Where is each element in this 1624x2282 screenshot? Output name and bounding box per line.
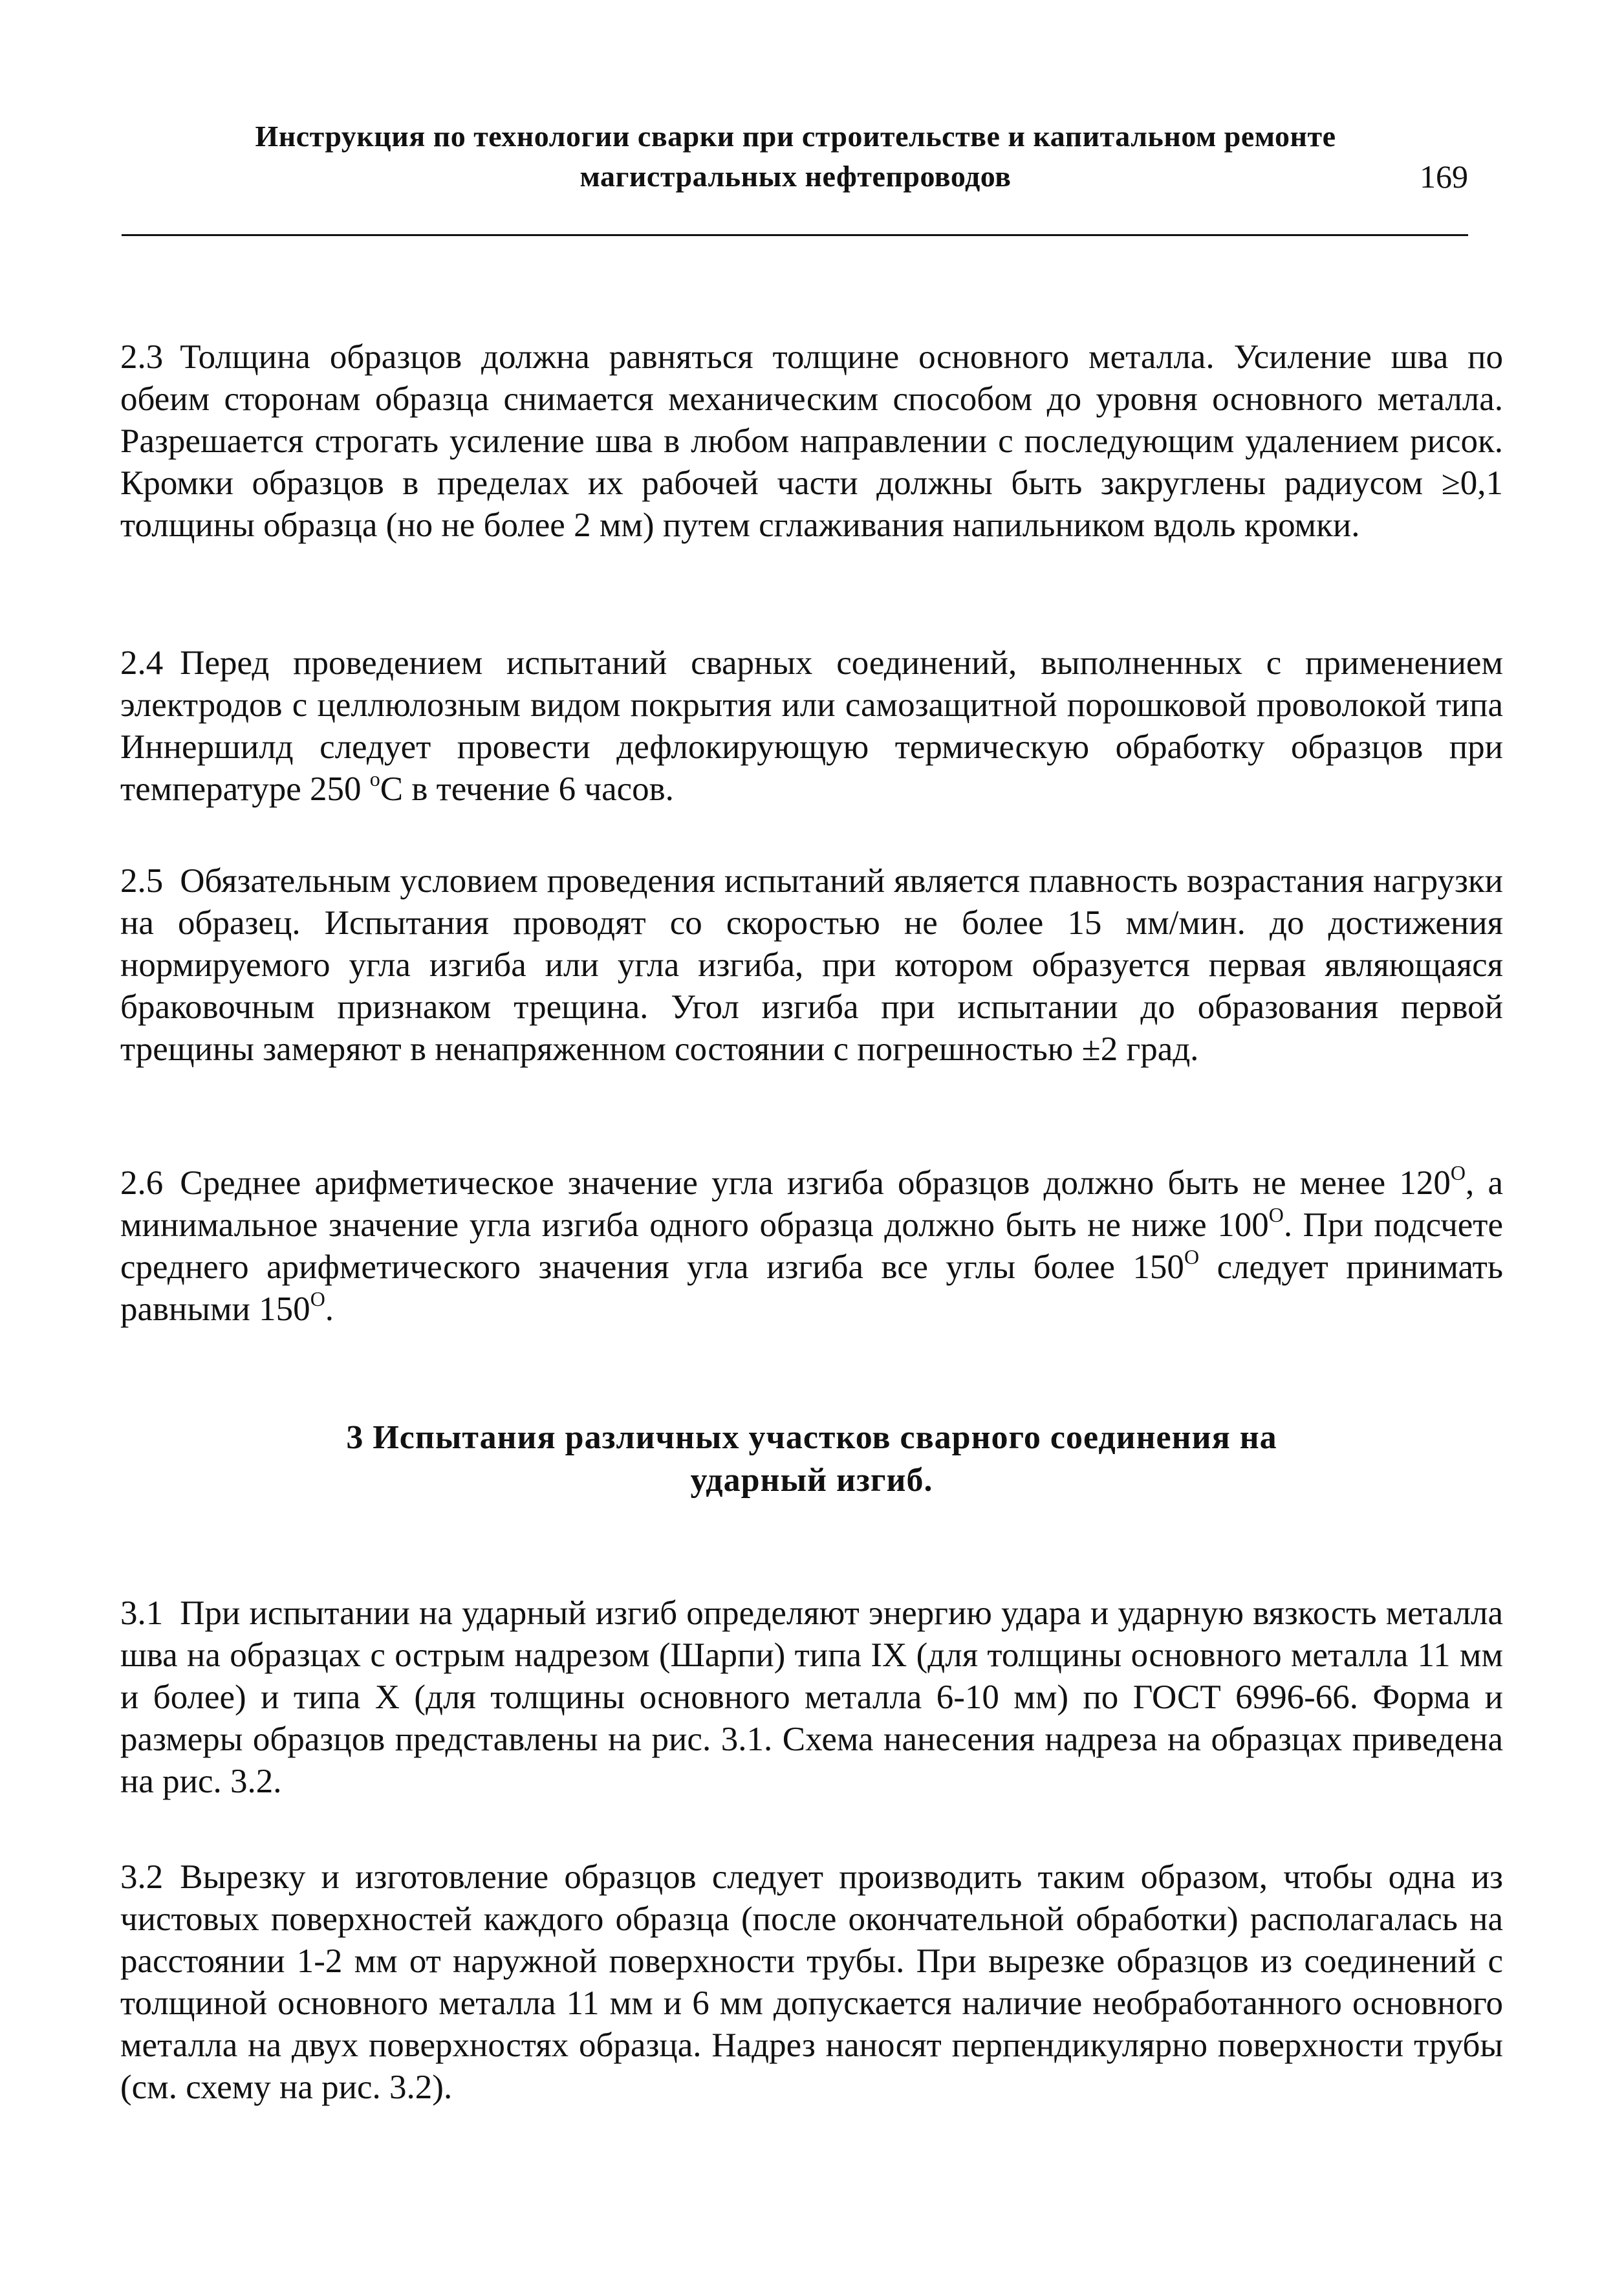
paragraph-2-5 (120, 860, 1503, 1070)
paragraph-2-3 (120, 336, 1503, 547)
paragraph-text: Вырезку и изготовление образцов следует производить таким образом, чтобы одна из чистовых поверхностей каждого образца (после окончательной обработки) располагалась на расстоянии 1-2 мм от наружной поверхности трубы. При вырезке образцов из соединений с толщиной основного металла 11 мм и 6 мм допускается наличие необработанного основного металла на двух поверхностях образца. Надрез наносят перпендикулярно поверхности трубы (см. схему на рис. 3.2). (120, 1858, 1503, 2106)
header-divider (122, 234, 1468, 236)
paragraph-number: 2.3 (120, 338, 164, 376)
paragraph-number: 3.2 (120, 1858, 164, 1896)
header-title-line-1: Инструкция по технологии сварки при строительстве и капитальном ремонте (255, 120, 1336, 153)
paragraph-text: При испытании на ударный изгиб определяют энергию удара и ударную вязкость металла шва на образцах с острым надрезом (Шарпи) типа IX (для толщины основного металла 11 мм и более) и типа X (для толщины основного металла 6-10 мм) по ГОСТ 6996-66. Форма и размеры образцов представлены на рис. 3.1. Схема нанесения надреза на образцах приведена на рис. 3.2. (120, 1594, 1503, 1800)
paragraph-number: 2.4 (120, 644, 164, 682)
section-heading-line-1: 3 Испытания различных участков сварного соединения на (346, 1419, 1277, 1456)
paragraph-text: Среднее арифметическое значение угла изгиба образцов должно быть не менее 120 (180, 1164, 1451, 1202)
paragraph-number: 2.5 (120, 862, 164, 900)
paragraph-3-2 (120, 1856, 1503, 2109)
page-number: 169 (1420, 158, 1468, 195)
paragraph-text: следует принимать равными 150 (120, 1248, 1503, 1328)
paragraph-text: . (325, 1290, 334, 1328)
paragraph-text: Обязательным условием проведения испытаний является плавность возрастания нагрузки на образец. Испытания проводят со скоростью не более 15 мм/мин. до достижения нормируемого угла изгиба или угла изгиба, при котором образуется первая являющаяся браковочным признаком трещина. Угол изгиба при испытании до образования первой трещины замеряют в ненапряженном состоянии с погрешностью ±2 град. (120, 862, 1503, 1068)
header-title-line-2: магистральных нефтепроводов (579, 160, 1012, 193)
degree-superscript: О (310, 1287, 325, 1310)
running-header (116, 116, 1475, 197)
paragraph-2-4 (120, 642, 1503, 810)
paragraph-text-end: С в течение 6 часов. (380, 770, 674, 808)
paragraph-text: Толщина образцов должна равняться толщине основного металла. Усиление шва по обеим сторонам образца снимается механическим способом до уровня основного металла. Разрешается строгать усиление шва в любом направлении с последующим удалением рисок. Кромки образцов в пределах их рабочей части должны быть закруглены радиусом ≥0,1 толщины образца (но не более 2 мм) путем сглаживания напильником вдоль кромки. (120, 338, 1503, 544)
paragraph-text: , а минимальное значение угла изгиба одного образца должно быть не ниже 100 (120, 1164, 1503, 1244)
paragraph-number: 3.1 (120, 1594, 164, 1632)
degree-superscript: О (1268, 1203, 1284, 1226)
paragraph-number: 2.6 (120, 1164, 164, 1202)
paragraph-3-1 (120, 1592, 1503, 1803)
degree-superscript: о (369, 767, 380, 790)
section-heading-line-2: ударный изгиб. (690, 1462, 933, 1499)
paragraph-2-6 (120, 1162, 1503, 1331)
degree-superscript: О (1184, 1245, 1200, 1268)
paragraph-text: Перед проведением испытаний сварных соединений, выполненных с применением электродов с целлюлозным видом покрытия или самозащитной порошковой проволокой типа Иннершилд следует провести дефлокирующую термическую обработку образцов при температуре 250 (120, 644, 1503, 808)
degree-superscript: О (1450, 1161, 1466, 1184)
paragraph-text: . При подсчете среднего арифметического значения угла изгиба все углы более 150 (120, 1206, 1503, 1286)
section-3-heading (120, 1417, 1503, 1502)
